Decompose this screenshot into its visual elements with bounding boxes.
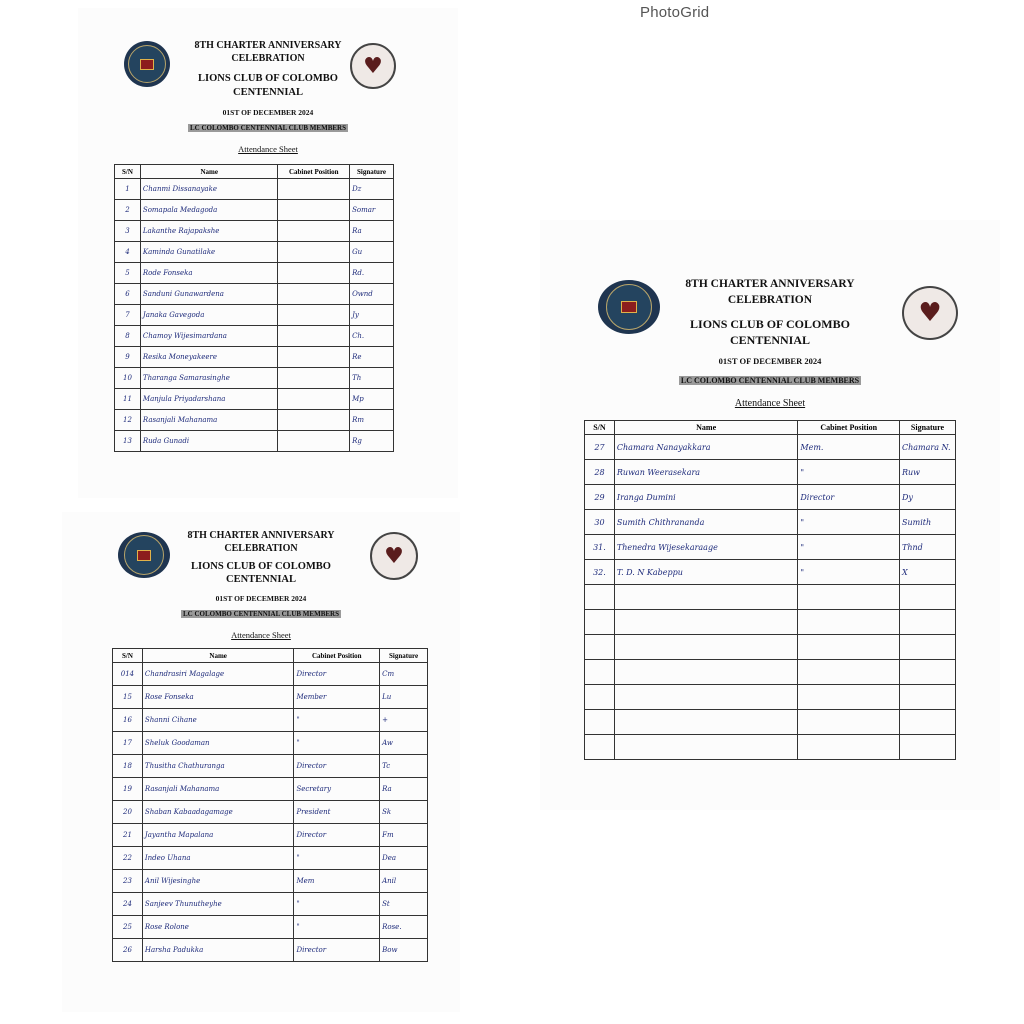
table-row [585, 585, 956, 610]
col-signature: Signature [380, 649, 428, 663]
table-row [585, 485, 956, 510]
row-signature: Rm [350, 410, 394, 431]
row-signature: Ruw [899, 460, 955, 485]
row-sn: 16 [113, 709, 143, 732]
row-name [614, 685, 797, 710]
row-sn: 24 [113, 893, 143, 916]
attendance-table-1 [114, 164, 394, 452]
row-signature: Dz [350, 179, 394, 200]
row-signature: Sumith [899, 510, 955, 535]
row-position [798, 710, 900, 735]
row-position: Member [294, 686, 380, 709]
table-row [585, 460, 956, 485]
row-name: Chamara Nanayakkara [614, 435, 797, 460]
row-name: T. D. N Kabeppu [614, 560, 797, 585]
row-position [278, 179, 350, 200]
row-position [278, 284, 350, 305]
col-name: Name [140, 165, 278, 179]
table-row [585, 560, 956, 585]
col-sn: S/N [585, 421, 615, 435]
table-row [113, 939, 428, 962]
row-signature: St [380, 893, 428, 916]
row-signature: Ch. [350, 326, 394, 347]
row-name: Manjula Priyadarshana [140, 389, 278, 410]
anniversary-logo-right: ♥ [370, 532, 418, 580]
row-name: Rasanjali Mahanama [140, 410, 278, 431]
table-row [115, 200, 394, 221]
row-signature: Ra [350, 221, 394, 242]
row-sn [585, 735, 615, 760]
title-line-1: 8TH CHARTER ANNIVERSARY [685, 278, 855, 290]
row-sn: 8 [115, 326, 141, 347]
row-signature: Cm [380, 663, 428, 686]
row-signature: Rd. [350, 263, 394, 284]
col-position: Cabinet Position [294, 649, 380, 663]
club-line-2: CENTENNIAL [729, 333, 810, 347]
row-sn: 7 [115, 305, 141, 326]
row-position: Director [798, 485, 900, 510]
row-position [278, 326, 350, 347]
row-position [278, 263, 350, 284]
row-name [614, 660, 797, 685]
row-sn: 20 [113, 801, 143, 824]
row-signature: + [380, 709, 428, 732]
col-name: Name [614, 421, 797, 435]
row-signature: Aw [380, 732, 428, 755]
row-sn: 6 [115, 284, 141, 305]
row-signature: Rg [350, 431, 394, 452]
table-row [113, 824, 428, 847]
table-row [585, 660, 956, 685]
row-name: Anil Wijesinghe [142, 870, 294, 893]
row-name: Sheluk Goodaman [142, 732, 294, 755]
row-signature: Mp [350, 389, 394, 410]
event-date: 01ST OF DECEMBER 2024 [215, 594, 307, 603]
row-sn: 9 [115, 347, 141, 368]
table-row [113, 755, 428, 778]
row-name: Sanduni Gunawardena [140, 284, 278, 305]
row-sn: 4 [115, 242, 141, 263]
club-line-1: LIONS CLUB OF COLOMBO [690, 317, 850, 331]
row-sn: 18 [113, 755, 143, 778]
row-sn: 23 [113, 870, 143, 893]
row-name: Rose Fonseka [142, 686, 294, 709]
table-row [115, 179, 394, 200]
row-name: Rose Rolone [142, 916, 294, 939]
title-line-1: 8TH CHARTER ANNIVERSARY [187, 530, 335, 541]
members-label-wrap [62, 610, 460, 618]
row-signature [899, 660, 955, 685]
table-row [115, 326, 394, 347]
row-position: Mem [294, 870, 380, 893]
row-position [798, 610, 900, 635]
col-sn: S/N [115, 165, 141, 179]
table-row [113, 686, 428, 709]
row-signature: X [899, 560, 955, 585]
row-position: " [798, 535, 900, 560]
row-signature: Lu [380, 686, 428, 709]
row-name: Resika Moneyakeere [140, 347, 278, 368]
row-sn: 25 [113, 916, 143, 939]
row-name: Sanjeev Thunutheyhe [142, 893, 294, 916]
row-position: " [798, 460, 900, 485]
row-name [614, 635, 797, 660]
row-name: Chandrasiri Magalage [142, 663, 294, 686]
row-name: Rasanjali Mahanama [142, 778, 294, 801]
row-position [798, 585, 900, 610]
members-label: LC COLOMBO CENTENNIAL CLUB MEMBERS [190, 124, 346, 132]
row-position [278, 389, 350, 410]
row-name: Rode Fonseka [140, 263, 278, 284]
title-line-1: 8TH CHARTER ANNIVERSARY [194, 40, 342, 51]
row-signature [899, 735, 955, 760]
title-line-2: CELEBRATION [224, 543, 298, 554]
members-label: LC COLOMBO CENTENNIAL CLUB MEMBERS [183, 610, 339, 618]
row-sn: 22 [113, 847, 143, 870]
row-signature: Dea [380, 847, 428, 870]
attendance-table-3 [584, 420, 956, 760]
club-line-2: CENTENNIAL [232, 87, 303, 98]
row-position: " [798, 560, 900, 585]
row-position [798, 660, 900, 685]
row-sn [585, 610, 615, 635]
table-row [115, 368, 394, 389]
row-name: Shanni Cihane [142, 709, 294, 732]
table-row [113, 847, 428, 870]
row-position [278, 410, 350, 431]
row-sn: 014 [113, 663, 143, 686]
row-position: Director [294, 663, 380, 686]
title-line-2: CELEBRATION [231, 53, 305, 64]
row-position: Director [294, 824, 380, 847]
row-signature: Jy [350, 305, 394, 326]
anniversary-logo-right: ♥ [350, 43, 396, 89]
table-row [113, 663, 428, 686]
row-signature: Anil [380, 870, 428, 893]
row-name: Thenedra Wijesekaraage [614, 535, 797, 560]
table-row [585, 510, 956, 535]
table-row [585, 635, 956, 660]
table-row [585, 435, 956, 460]
table-row [585, 735, 956, 760]
table-row [113, 916, 428, 939]
row-signature: Dy [899, 485, 955, 510]
row-sn: 21 [113, 824, 143, 847]
row-signature [899, 710, 955, 735]
row-name [614, 585, 797, 610]
row-signature: Fm [380, 824, 428, 847]
attendance-sheet-3 [540, 220, 1000, 810]
members-label-wrap [78, 124, 458, 132]
row-position [798, 685, 900, 710]
row-signature: Re [350, 347, 394, 368]
row-sn: 28 [585, 460, 615, 485]
row-sn [585, 585, 615, 610]
club-line-2: CENTENNIAL [225, 574, 296, 585]
row-position: " [294, 916, 380, 939]
row-name [614, 710, 797, 735]
attendance-sheet-2 [62, 512, 460, 1012]
table-row [113, 893, 428, 916]
members-label: LC COLOMBO CENTENNIAL CLUB MEMBERS [680, 376, 860, 385]
row-position: " [294, 893, 380, 916]
row-sn: 1 [115, 179, 141, 200]
row-name: Indeo Uhana [142, 847, 294, 870]
row-position [278, 221, 350, 242]
event-date: 01ST OF DECEMBER 2024 [718, 356, 822, 366]
row-position [278, 431, 350, 452]
row-signature: Somar [350, 200, 394, 221]
row-sn: 5 [115, 263, 141, 284]
col-signature: Signature [899, 421, 955, 435]
row-sn: 13 [115, 431, 141, 452]
row-position: Secretary [294, 778, 380, 801]
row-sn: 29 [585, 485, 615, 510]
row-signature: Chamara N. [899, 435, 955, 460]
row-sn: 10 [115, 368, 141, 389]
row-sn: 31. [585, 535, 615, 560]
row-signature: Bow [380, 939, 428, 962]
row-signature: Ownd [350, 284, 394, 305]
row-position: " [294, 847, 380, 870]
row-signature [899, 635, 955, 660]
row-name: Chamoy Wijesimardana [140, 326, 278, 347]
table-row [585, 610, 956, 635]
club-line-1: LIONS CLUB OF COLOMBO [191, 561, 331, 572]
attendance-sheet-title: Attendance Sheet [238, 144, 298, 154]
row-position: " [798, 510, 900, 535]
row-name: Somapala Medagoda [140, 200, 278, 221]
row-sn: 30 [585, 510, 615, 535]
row-name: Janaka Gavegoda [140, 305, 278, 326]
table-row [585, 685, 956, 710]
table-row [115, 410, 394, 431]
row-sn: 27 [585, 435, 615, 460]
row-signature: Th [350, 368, 394, 389]
col-name: Name [142, 649, 294, 663]
row-name: Iranga Dumini [614, 485, 797, 510]
table-row [115, 263, 394, 284]
row-position: Director [294, 939, 380, 962]
row-position [278, 242, 350, 263]
row-sn: 19 [113, 778, 143, 801]
col-signature: Signature [350, 165, 394, 179]
watermark: PhotoGrid [640, 4, 710, 21]
row-sn: 17 [113, 732, 143, 755]
table-row [585, 535, 956, 560]
row-name: Ruwan Weerasekara [614, 460, 797, 485]
row-signature [899, 685, 955, 710]
row-sn: 3 [115, 221, 141, 242]
row-position [798, 635, 900, 660]
table-row [115, 431, 394, 452]
title-line-2: CELEBRATION [727, 294, 813, 306]
row-name: Thusitha Chathuranga [142, 755, 294, 778]
row-signature: Thnd [899, 535, 955, 560]
row-position [278, 347, 350, 368]
row-sn: 12 [115, 410, 141, 431]
table-row [115, 389, 394, 410]
row-sn [585, 660, 615, 685]
row-position [278, 368, 350, 389]
row-signature: Gu [350, 242, 394, 263]
row-name: Harsha Padukka [142, 939, 294, 962]
table-row [115, 242, 394, 263]
table-row [115, 221, 394, 242]
row-name: Kaminda Gunatilake [140, 242, 278, 263]
table-row [113, 732, 428, 755]
row-position [278, 200, 350, 221]
table-row [113, 870, 428, 893]
row-sn: 11 [115, 389, 141, 410]
table-row [585, 710, 956, 735]
row-sn [585, 685, 615, 710]
row-position: " [294, 709, 380, 732]
col-position: Cabinet Position [278, 165, 350, 179]
row-name: Ruda Gunadi [140, 431, 278, 452]
event-date: 01ST OF DECEMBER 2024 [222, 108, 314, 117]
row-signature [899, 585, 955, 610]
table-row [113, 709, 428, 732]
row-name: Jayantha Mapalana [142, 824, 294, 847]
row-name: Chanmi Dissanayake [140, 179, 278, 200]
attendance-sheet-1 [78, 8, 458, 498]
row-name: Tharanga Samarasinghe [140, 368, 278, 389]
row-name: Shaban Kabaadagamage [142, 801, 294, 824]
row-sn: 26 [113, 939, 143, 962]
club-line-1: LIONS CLUB OF COLOMBO [198, 73, 338, 84]
row-sn: 2 [115, 200, 141, 221]
attendance-table-2 [112, 648, 428, 962]
row-name: Lakanthe Rajapakshe [140, 221, 278, 242]
row-position: Director [294, 755, 380, 778]
row-signature: Ra [380, 778, 428, 801]
row-name [614, 610, 797, 635]
row-position: " [294, 732, 380, 755]
table-row [115, 347, 394, 368]
attendance-sheet-title: Attendance Sheet [734, 398, 806, 409]
row-sn: 15 [113, 686, 143, 709]
table-row [113, 801, 428, 824]
anniversary-logo-right: ♥ [902, 286, 958, 340]
row-position: Mem. [798, 435, 900, 460]
row-signature: Rose. [380, 916, 428, 939]
table-row [113, 778, 428, 801]
row-name [614, 735, 797, 760]
members-label-wrap [540, 376, 1000, 385]
col-position: Cabinet Position [798, 421, 900, 435]
row-position [278, 305, 350, 326]
row-position [798, 735, 900, 760]
table-row [115, 284, 394, 305]
row-sn [585, 710, 615, 735]
row-position: President [294, 801, 380, 824]
row-sn [585, 635, 615, 660]
row-signature [899, 610, 955, 635]
attendance-sheet-title: Attendance Sheet [231, 630, 291, 640]
row-signature: Tc [380, 755, 428, 778]
row-signature: Sk [380, 801, 428, 824]
row-sn: 32. [585, 560, 615, 585]
row-name: Sumith Chithrananda [614, 510, 797, 535]
col-sn: S/N [113, 649, 143, 663]
table-row [115, 305, 394, 326]
